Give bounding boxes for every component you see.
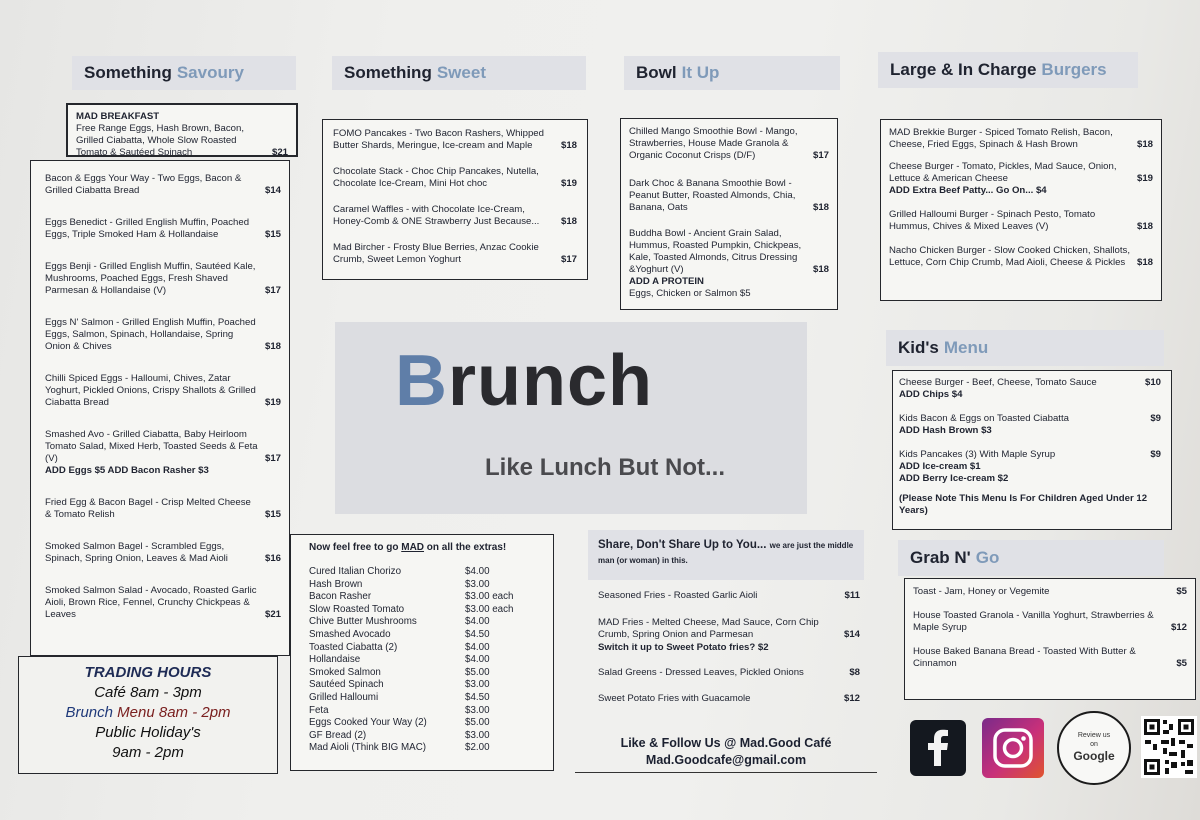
trading-hours-title: TRADING HOURS bbox=[84, 664, 212, 681]
item-desc: Mad Bircher - Frosty Blue Berries, Anzac Cookie Crumb, Sweet Lemon Yoghurt bbox=[333, 242, 539, 265]
item-desc: MAD Fries - Melted Cheese, Mad Sauce, Corn Chip Crumb, Spring Onion and Parmesan bbox=[598, 616, 819, 640]
extra-row bbox=[309, 616, 537, 629]
menu-item bbox=[45, 317, 281, 353]
item-desc: Salad Greens - Dressed Leaves, Pickled Onions bbox=[598, 667, 804, 678]
item-price: $18 bbox=[812, 202, 829, 213]
cafe-hours: Café 8am - 3pm bbox=[94, 684, 202, 701]
item-desc: Bacon & Eggs Your Way - Two Eggs, Bacon & Grilled Ciabatta Bread bbox=[45, 173, 242, 196]
extra-row bbox=[309, 579, 537, 592]
grab-menu-box bbox=[904, 578, 1196, 700]
item-price: $18 bbox=[264, 341, 281, 352]
extra-row bbox=[309, 679, 537, 692]
extra-row bbox=[309, 667, 537, 680]
extra-name: Mad Aioli (Think BIG MAC) bbox=[309, 742, 427, 754]
menu-item bbox=[889, 209, 1153, 233]
menu-item bbox=[333, 242, 577, 266]
menu-item bbox=[45, 217, 281, 241]
add-protein-label: ADD A PROTEIN bbox=[629, 276, 704, 287]
brunch-hours-label: Brunch bbox=[65, 704, 113, 721]
item-price: $19 bbox=[1136, 173, 1153, 184]
burgers-menu-box bbox=[880, 119, 1162, 301]
extra-price: $4.50 bbox=[465, 628, 490, 640]
brunch-hours-time: Menu 8am - 2pm bbox=[117, 704, 231, 721]
extra-price: $4.00 bbox=[465, 654, 490, 666]
mad-breakfast-desc: Free Range Eggs, Hash Brown, Bacon, Grilled Ciabatta, Whole Slow Roasted Tomato & Sautéed Spinach bbox=[76, 123, 244, 158]
extras-box bbox=[290, 534, 554, 771]
item-desc: Seasoned Fries - Roasted Garlic Aioli bbox=[598, 590, 758, 601]
extra-price: $3.00 bbox=[465, 578, 490, 590]
extras-title-mad: MAD bbox=[401, 542, 425, 553]
extra-price: $4.50 bbox=[465, 691, 490, 703]
item-desc: Smoked Salmon Bagel - Scrambled Eggs, Spinach, Spring Onion, Leaves & Mad Aioli bbox=[45, 541, 228, 564]
savoury-title-a: Something bbox=[84, 63, 172, 82]
menu-item bbox=[45, 541, 281, 565]
mad-breakfast-name: MAD BREAKFAST bbox=[76, 111, 160, 122]
extra-row bbox=[309, 705, 537, 718]
extra-name: Hash Brown bbox=[309, 578, 363, 590]
item-price: $19 bbox=[560, 178, 577, 189]
item-price: $18 bbox=[1136, 221, 1153, 232]
extra-price: $3.00 each bbox=[465, 603, 514, 615]
menu-item bbox=[889, 245, 1153, 269]
extra-row bbox=[309, 692, 537, 705]
follow-us bbox=[575, 735, 877, 773]
extra-name: Grilled Halloumi bbox=[309, 691, 379, 703]
trading-hours-box bbox=[18, 656, 278, 774]
extra-name: Toasted Ciabatta (2) bbox=[309, 641, 398, 653]
extra-row bbox=[309, 717, 537, 730]
extra-name: Chive Butter Mushrooms bbox=[309, 616, 417, 628]
item-price: $21 bbox=[264, 609, 281, 620]
share-title-line bbox=[598, 538, 854, 568]
menu-item bbox=[629, 126, 829, 162]
item-desc: Grilled Halloumi Burger - Spinach Pesto, Tomato Hummus, Chives & Mixed Leaves (V) bbox=[889, 209, 1096, 232]
extra-name: Slow Roasted Tomato bbox=[309, 603, 405, 615]
menu-item bbox=[45, 173, 281, 197]
instagram-icon[interactable] bbox=[982, 718, 1044, 778]
sweet-title-a: Something bbox=[344, 63, 432, 82]
grab-title-b: Go bbox=[975, 548, 1000, 567]
item-desc: Kids Bacon & Eggs on Toasted Ciabatta bbox=[899, 413, 1069, 424]
item-price: $19 bbox=[264, 397, 281, 408]
share-title: Share, Don't Share Up to You... bbox=[598, 539, 767, 551]
item-price: $9 bbox=[1150, 449, 1161, 460]
item-price: $12 bbox=[1170, 622, 1187, 633]
item-desc: Nacho Chicken Burger - Slow Cooked Chicken, Shallots, Lettuce, Corn Chip Crumb, Mad Aioli, Cheese & Pickles bbox=[889, 245, 1131, 268]
item-price: $12 bbox=[843, 692, 860, 704]
savoury-menu-box bbox=[30, 160, 290, 656]
item-price: $18 bbox=[560, 216, 577, 227]
item-desc: Eggs N' Salmon - Grilled English Muffin, Poached Eggs, Salmon, Spinach, Hollandaise, Spring Onion & Chives bbox=[45, 317, 256, 352]
extra-name: Hollandaise bbox=[309, 654, 361, 666]
public-holiday-hours: 9am - 2pm bbox=[112, 744, 184, 761]
public-holiday-label: Public Holiday's bbox=[95, 724, 201, 741]
kids-heading bbox=[886, 330, 1164, 366]
extra-row bbox=[309, 742, 537, 755]
item-desc: Chocolate Stack - Choc Chip Pancakes, Nutella, Chocolate Ice-Cream, Mini Hot choc bbox=[333, 166, 539, 189]
menu-item bbox=[598, 667, 860, 680]
extra-name: Sautéed Spinach bbox=[309, 679, 384, 691]
kids-title-a: Kid's bbox=[898, 338, 939, 357]
item-desc: House Toasted Granola - Vanilla Yoghurt, Strawberries & Maple Syrup bbox=[913, 610, 1154, 633]
extra-row bbox=[309, 566, 537, 579]
menu-item bbox=[889, 127, 1153, 151]
item-price: $15 bbox=[264, 229, 281, 240]
mad-breakfast-item bbox=[76, 123, 288, 159]
review-line1: Review us bbox=[1077, 732, 1111, 739]
extra-name: Smoked Salmon bbox=[309, 666, 381, 678]
bowl-title-a: Bowl bbox=[636, 63, 677, 82]
menu-item bbox=[913, 646, 1187, 670]
extra-row bbox=[309, 642, 537, 655]
item-desc: Sweet Potato Fries with Guacamole bbox=[598, 692, 751, 704]
item-desc: Chilli Spiced Eggs - Halloumi, Chives, Zatar Yoghurt, Pickled Onions, Crispy Shallots & Grilled Ciabatta Bread bbox=[45, 373, 256, 408]
item-price: $18 bbox=[812, 264, 829, 275]
item-desc: Dark Choc & Banana Smoothie Bowl - Peanut Butter, Roasted Almonds, Chia, Banana, Oats bbox=[629, 178, 796, 213]
menu-item bbox=[629, 178, 829, 214]
share-menu-list bbox=[598, 590, 860, 705]
extra-price: $2.00 bbox=[465, 742, 490, 754]
sweet-title-b: Sweet bbox=[436, 63, 486, 82]
brunch-title-rest: runch bbox=[448, 341, 654, 421]
extras-title bbox=[309, 542, 537, 554]
qr-code-icon[interactable] bbox=[1141, 716, 1197, 778]
item-desc: Eggs Benedict - Grilled English Muffin, Poached Eggs, Triple Smoked Ham & Hollandaise bbox=[45, 217, 250, 240]
add-protein-desc: Eggs, Chicken or Salmon $5 bbox=[629, 288, 751, 299]
item-price: $14 bbox=[264, 185, 281, 196]
brunch-title-initial: B bbox=[395, 341, 448, 421]
extra-price: $5.00 bbox=[465, 666, 490, 678]
item-desc: Cheese Burger - Beef, Cheese, Tomato Sauce bbox=[899, 377, 1097, 388]
extra-price: $3.00 bbox=[465, 679, 490, 691]
item-price: $17 bbox=[812, 150, 829, 161]
menu-item bbox=[913, 610, 1187, 634]
menu-item bbox=[45, 261, 281, 297]
extra-price: $3.00 bbox=[465, 704, 490, 716]
mad-breakfast-price: $21 bbox=[271, 147, 288, 158]
menu-item bbox=[598, 617, 860, 642]
mad-breakfast-box bbox=[66, 103, 298, 157]
extra-price: $3.00 bbox=[465, 729, 490, 741]
burgers-heading bbox=[878, 52, 1138, 88]
review-line2: on bbox=[1090, 741, 1098, 748]
menu-item bbox=[598, 590, 860, 603]
item-price: $16 bbox=[264, 553, 281, 564]
grab-title-a: Grab N' bbox=[910, 548, 971, 567]
item-desc: Cheese Burger - Tomato, Pickles, Mad Sauce, Onion, Lettuce & American Cheese bbox=[889, 161, 1117, 184]
item-price: $5 bbox=[1176, 586, 1187, 597]
item-desc: Buddha Bowl - Ancient Grain Salad, Hummus, Roasted Pumpkin, Chickpeas, Kale, Toasted Almonds, Citrus Dressing &Yoghurt (V) bbox=[629, 228, 802, 275]
item-desc: Caramel Waffles - with Chocolate Ice-Cream, Honey-Comb & ONE Strawberry Just Because... bbox=[333, 204, 540, 227]
item-price: $18 bbox=[560, 140, 577, 151]
menu-item bbox=[899, 413, 1161, 425]
extra-row bbox=[309, 604, 537, 617]
extra-name: Smashed Avocado bbox=[309, 628, 391, 640]
kids-menu-box bbox=[892, 370, 1172, 530]
item-desc: Toast - Jam, Honey or Vegemite bbox=[913, 586, 1050, 597]
item-price: $11 bbox=[844, 590, 860, 601]
extra-name: Feta bbox=[309, 704, 329, 716]
item-price: $17 bbox=[264, 453, 281, 464]
item-price: $10 bbox=[1144, 377, 1161, 388]
item-price: $18 bbox=[1136, 257, 1153, 268]
menu-item bbox=[913, 586, 1187, 598]
burgers-title-b: Burgers bbox=[1041, 60, 1107, 79]
extra-name: Cured Italian Chorizo bbox=[309, 566, 402, 577]
menu-item bbox=[899, 377, 1161, 389]
extra-row bbox=[309, 730, 537, 743]
item-price: $15 bbox=[264, 509, 281, 520]
item-desc: Smoked Salmon Salad - Avocado, Roasted Garlic Aioli, Brown Rice, Fennel, Crunchy Chickpeas & Leaves bbox=[45, 585, 257, 620]
menu-item bbox=[333, 166, 577, 190]
extra-price: $4.00 bbox=[465, 566, 490, 577]
menu-item bbox=[45, 429, 281, 465]
brunch-title bbox=[395, 340, 653, 422]
item-add-ons: ADD Chips $4 bbox=[899, 389, 963, 400]
item-desc: MAD Brekkie Burger - Spiced Tomato Relish, Bacon, Cheese, Fried Eggs, Spinach & Hash Brown bbox=[889, 127, 1113, 150]
item-add-ons: ADD Hash Brown $3 bbox=[899, 425, 992, 436]
extra-price: $3.00 each bbox=[465, 591, 514, 603]
item-price: $9 bbox=[1150, 413, 1161, 424]
item-desc: Chilled Mango Smoothie Bowl - Mango, Strawberries, House Made Granola & Organic Coconut Crisps (D/F) bbox=[629, 126, 798, 161]
share-subtitle: we are just the middle man (or woman) in this. bbox=[598, 541, 854, 565]
item-add-ons: ADD Ice-cream $1 bbox=[899, 461, 981, 472]
bowl-heading bbox=[624, 56, 840, 90]
sweet-heading bbox=[332, 56, 586, 90]
menu-item bbox=[899, 449, 1161, 461]
extra-name: Eggs Cooked Your Way (2) bbox=[309, 717, 427, 729]
extra-row bbox=[309, 654, 537, 667]
item-price: $8 bbox=[849, 667, 860, 678]
bowl-title-b: It Up bbox=[681, 63, 720, 82]
menu-item bbox=[45, 497, 281, 521]
item-desc: Eggs Benji - Grilled English Muffin, Sautéed Kale, Mushrooms, Poached Eggs, Fresh Shaved Parmesan & Hollandaise (V) bbox=[45, 261, 256, 296]
savoury-title-b: Savoury bbox=[176, 63, 244, 82]
item-add-ons: ADD Eggs $5 ADD Bacon Rasher $3 bbox=[45, 465, 209, 476]
menu-item bbox=[889, 161, 1153, 185]
item-desc: Smashed Avo - Grilled Ciabatta, Baby Heirloom Tomato Salad, Mixed Herb, Toasted Seeds & Feta (V) bbox=[45, 429, 258, 464]
menu-item bbox=[598, 693, 860, 706]
extra-price: $4.00 bbox=[465, 616, 490, 628]
extra-row bbox=[309, 591, 537, 604]
google-wordmark: Google bbox=[1073, 749, 1115, 763]
menu-item bbox=[45, 373, 281, 409]
burgers-title-a: Large & In Charge bbox=[890, 60, 1037, 79]
menu-item bbox=[333, 204, 577, 228]
item-desc: House Baked Banana Bread - Toasted With Butter & Cinnamon bbox=[913, 646, 1136, 669]
menu-item bbox=[629, 228, 829, 276]
bowl-menu-box bbox=[620, 118, 838, 310]
extra-name: GF Bread (2) bbox=[309, 729, 367, 741]
extras-title-b: on all the extras! bbox=[426, 542, 507, 553]
share-heading bbox=[588, 530, 864, 580]
item-price: $5 bbox=[1176, 658, 1187, 669]
sweet-menu-box bbox=[322, 119, 588, 280]
extra-name: Bacon Rasher bbox=[309, 591, 372, 603]
item-price: $17 bbox=[560, 254, 577, 265]
menu-item bbox=[333, 128, 577, 152]
extra-row bbox=[309, 629, 537, 642]
facebook-icon[interactable] bbox=[910, 720, 966, 776]
google-review-badge[interactable] bbox=[1057, 711, 1131, 785]
kids-title-b: Menu bbox=[943, 338, 989, 357]
menu-item bbox=[45, 585, 281, 621]
item-add-ons: Switch it up to Sweet Potato fries? $2 bbox=[598, 641, 769, 653]
item-desc: Kids Pancakes (3) With Maple Syrup bbox=[899, 449, 1056, 460]
item-desc: FOMO Pancakes - Two Bacon Rashers, Whipped Butter Shards, Meringue, Ice-cream and Maple bbox=[333, 128, 544, 151]
item-price: $14 bbox=[843, 629, 860, 640]
savoury-heading bbox=[72, 56, 296, 90]
item-price: $18 bbox=[1136, 139, 1153, 150]
item-price: $17 bbox=[264, 285, 281, 296]
item-add-ons: ADD Berry Ice-cream $2 bbox=[899, 473, 1009, 484]
kids-age-note: (Please Note This Menu Is For Children Aged Under 12 Years) bbox=[899, 493, 1148, 516]
grab-heading bbox=[898, 540, 1164, 576]
extra-price: $4.00 bbox=[465, 641, 490, 653]
item-add-ons: ADD Extra Beef Patty... Go On... $4 bbox=[889, 185, 1047, 196]
extras-title-a: Now feel free to go bbox=[309, 542, 399, 553]
brunch-tagline: Like Lunch But Not... bbox=[485, 454, 725, 481]
follow-email: Mad.Goodcafe@gmail.com bbox=[645, 753, 807, 767]
follow-handle: Like & Follow Us @ Mad.Good Café bbox=[620, 736, 832, 750]
item-desc: Fried Egg & Bacon Bagel - Crisp Melted Cheese & Tomato Relish bbox=[45, 497, 251, 520]
brunch-hours bbox=[19, 703, 277, 723]
extra-price: $5.00 bbox=[465, 717, 490, 729]
